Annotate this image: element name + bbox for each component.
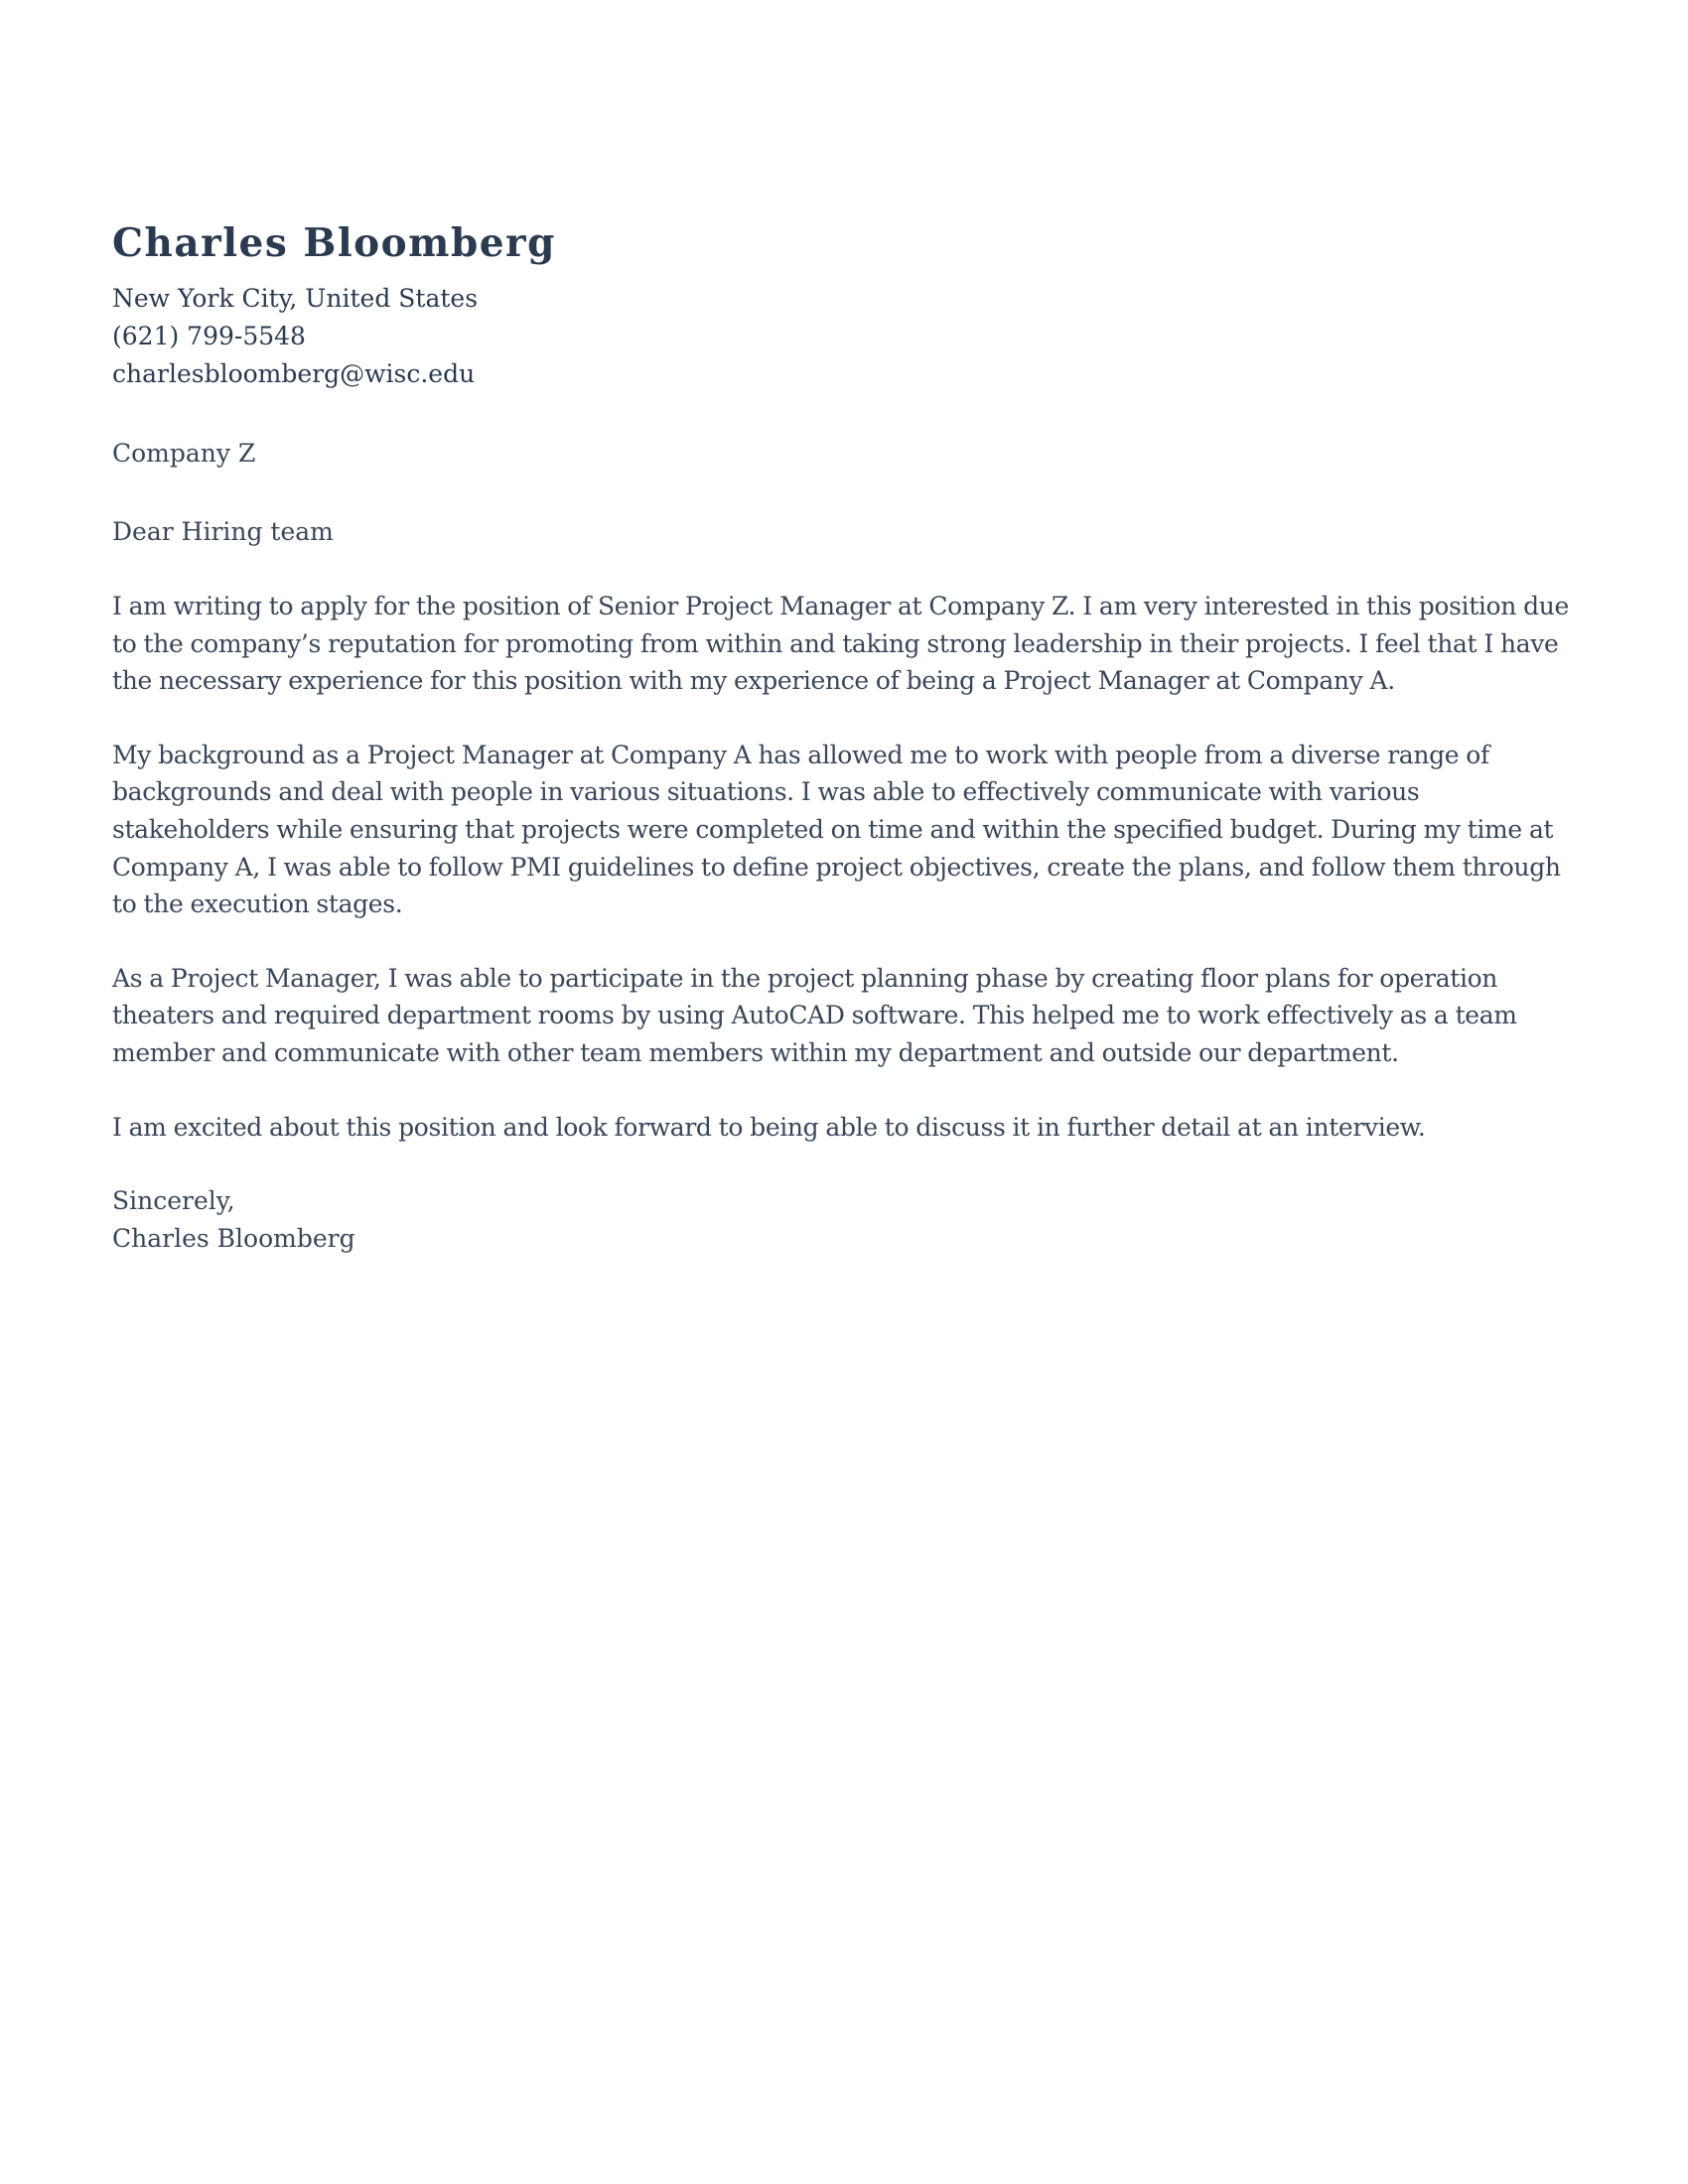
body-paragraph-1: I am writing to apply for the position of Senior Project Manager at Company Z. I am very interested in this position due to the company’s reputation for promoting from within and taking strong leadership in their projects. I feel that I have the necessary experience for this position with my experience of being a Project Manager at Company A. <box>112 592 1569 696</box>
salutation: Dear Hiring team <box>112 517 334 546</box>
cover-letter <box>112 218 1582 1257</box>
sender-location: New York City, United States <box>112 284 479 313</box>
sender-contact-block <box>112 280 1582 393</box>
recipient-company: Company Z <box>112 439 256 468</box>
signature-name: Charles Bloomberg <box>112 1223 355 1253</box>
sender-name: Charles Bloomberg <box>112 220 556 266</box>
closing: Sincerely, <box>112 1186 235 1216</box>
body-paragraph-4: I am excited about this position and look forward to being able to discuss it in further detail at an interview. <box>112 1112 1426 1142</box>
body-paragraph-2: My background as a Project Manager at Company A has allowed me to work with people from a diverse range of backgrounds and deal with people in various situations. I was able to effectively communicate with various stakeholders while ensuring that projects were completed on time and within the specified budget. During my time at Company A, I was able to follow PMI guidelines to define project objectives, create the plans, and follow them through to the execution stages. <box>112 740 1561 919</box>
body-paragraph-3: As a Project Manager, I was able to participate in the project planning phase by creating floor plans for operation theaters and required department rooms by using AutoCAD software. This helped me to work effectively as a team member and communicate with other team members within my department and outside our department. <box>112 963 1517 1067</box>
sender-email: charlesbloomberg@wisc.edu <box>112 359 476 388</box>
sender-phone: (621) 799-5548 <box>112 322 306 350</box>
